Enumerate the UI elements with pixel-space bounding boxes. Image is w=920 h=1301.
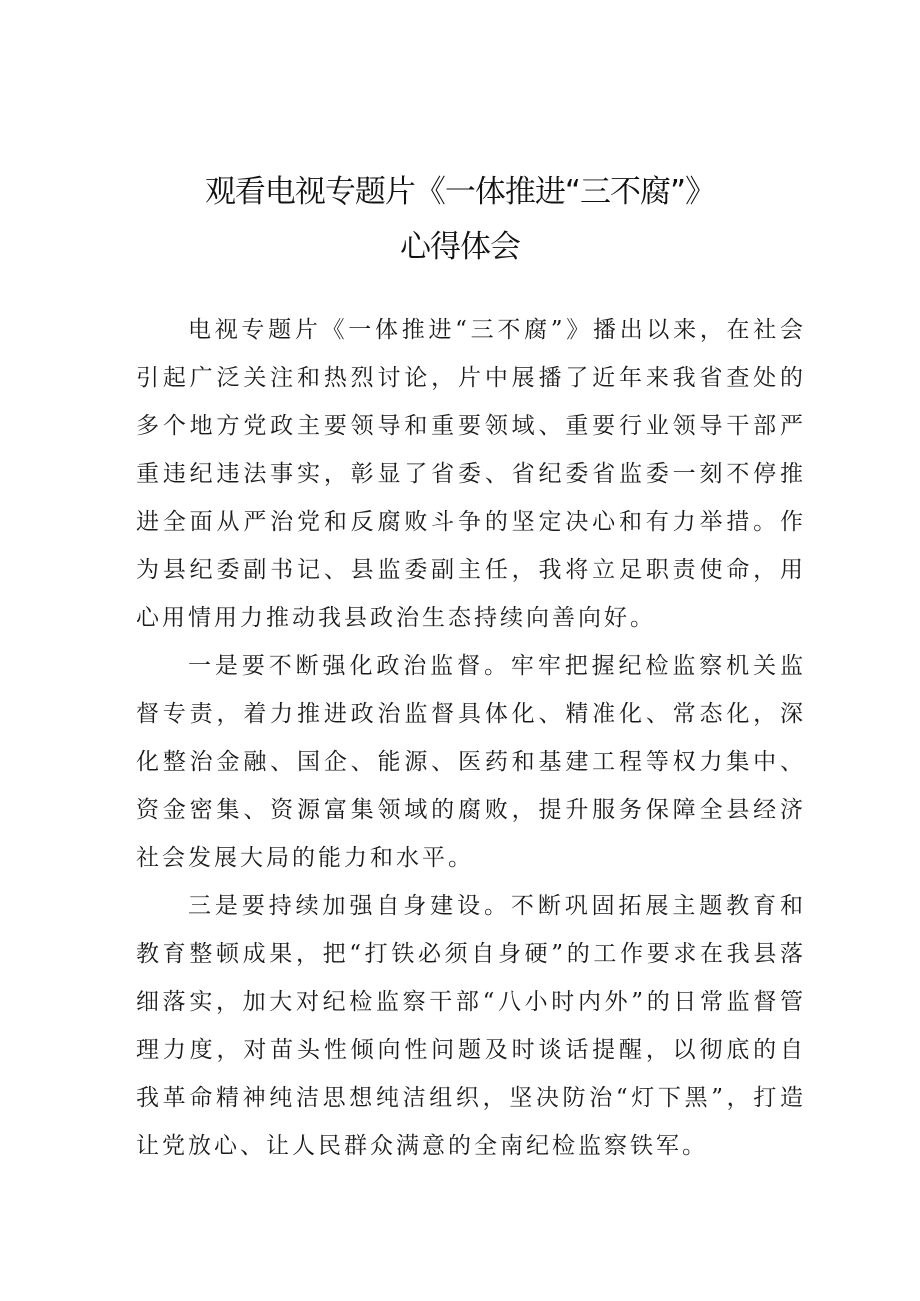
paragraph-self-building: 三是要持续加强自身建设。不断巩固拓展主题教育和教育整顿成果，把“打铁必须自身硬”的工作要求在我县落细落实，加大对纪检监察干部“八小时内外”的日常监督管理力度，对苗头性倾向性问题及时谈话提醒，以彻底的自我革命精神纯洁思想纯洁组织，坚决防治“灯下黑”，打造让党放心、让人民群众满意的全南纪检监察铁军。 — [136, 893, 806, 1159]
document-title-line-1: 观看电视专题片《一体推进“三不腐”》 — [204, 174, 716, 210]
paragraph-political-supervision: 一是要不断强化政治监督。牢牢把握纪检监察机关监督专责，着力推进政治监督具体化、精准化、常态化，深化整治金融、国企、能源、医药和基建工程等权力集中、资金密集、资源富集领域的腐败，提升服务保障全县经济社会发展大局的能力和水平。 — [136, 653, 806, 871]
document-title-line-2: 心得体会 — [400, 229, 520, 265]
paragraph-intro: 电视专题片《一体推进“三不腐”》播出以来，在社会引起广泛关注和热烈讨论，片中展播了近年来我省查处的多个地方党政主要领导和重要领域、重要行业领导干部严重违纪违法事实，彰显了省委、省纪委省监委一刻不停推进全面从严治党和反腐败斗争的坚定决心和有力举措。作为县纪委副书记、县监委副主任，我将立足职责使命，用心用情用力推动我县政治生态持续向善向好。 — [136, 317, 806, 631]
